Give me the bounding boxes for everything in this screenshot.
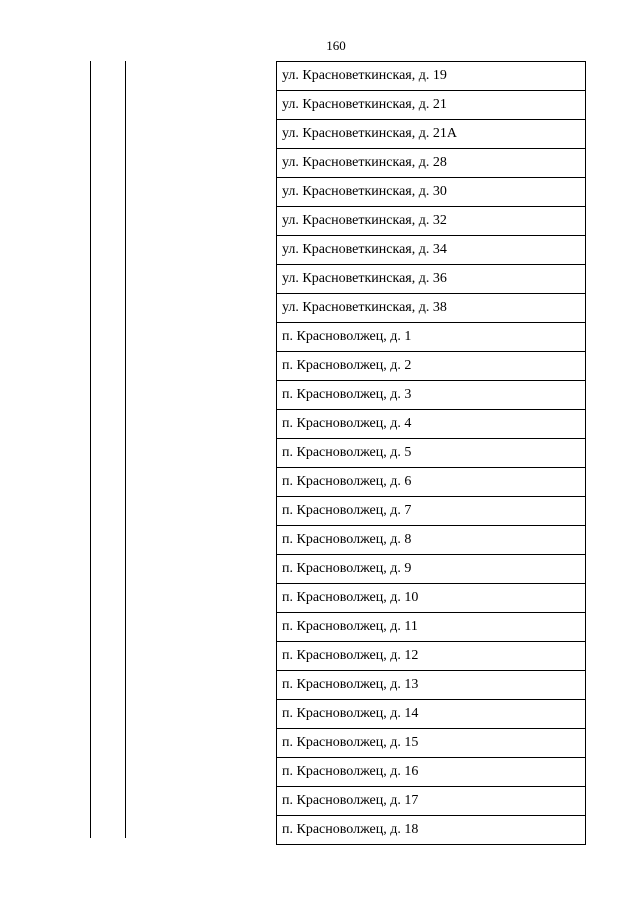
address-cell: п. Красноволжец, д. 16 [277,758,586,787]
table-column-border-left [90,61,91,838]
table-row [277,642,586,671]
table-row [277,62,586,91]
table-row [277,352,586,381]
address-cell: ул. Красноветкинская, д. 32 [277,207,586,236]
table-row [277,584,586,613]
address-cell: п. Красноволжец, д. 12 [277,642,586,671]
address-cell: ул. Красноветкинская, д. 36 [277,265,586,294]
table-row [277,236,586,265]
address-cell: ул. Красноветкинская, д. 38 [277,294,586,323]
table-row [277,787,586,816]
table-column-border-second [125,61,126,838]
address-table-body [277,62,586,845]
table-row [277,91,586,120]
address-cell: п. Красноволжец, д. 1 [277,323,586,352]
address-cell: п. Красноволжец, д. 17 [277,787,586,816]
table-row [277,700,586,729]
address-table [276,61,586,845]
address-cell: п. Красноволжец, д. 3 [277,381,586,410]
address-cell: п. Красноволжец, д. 10 [277,584,586,613]
table-row [277,207,586,236]
table-row [277,439,586,468]
address-cell: п. Красноволжец, д. 18 [277,816,586,845]
table-row [277,381,586,410]
address-cell: ул. Красноветкинская, д. 21 [277,91,586,120]
table-row [277,555,586,584]
table-row [277,323,586,352]
address-cell: ул. Красноветкинская, д. 21А [277,120,586,149]
address-cell: п. Красноволжец, д. 2 [277,352,586,381]
address-cell: п. Красноволжец, д. 11 [277,613,586,642]
address-cell: п. Красноволжец, д. 5 [277,439,586,468]
address-cell: п. Красноволжец, д. 8 [277,526,586,555]
table-row [277,497,586,526]
table-row [277,294,586,323]
address-cell: п. Красноволжец, д. 4 [277,410,586,439]
table-row [277,410,586,439]
page-number: 160 [326,38,346,53]
table-row [277,265,586,294]
table-row [277,729,586,758]
address-cell: ул. Красноветкинская, д. 30 [277,178,586,207]
table-row [277,758,586,787]
address-cell: п. Красноволжец, д. 14 [277,700,586,729]
table-row [277,120,586,149]
address-cell: п. Красноволжец, д. 15 [277,729,586,758]
address-cell: п. Красноволжец, д. 13 [277,671,586,700]
address-cell: ул. Красноветкинская, д. 28 [277,149,586,178]
address-cell: п. Красноволжец, д. 6 [277,468,586,497]
table-row [277,526,586,555]
table-row [277,468,586,497]
table-row [277,149,586,178]
address-cell: п. Красноволжец, д. 7 [277,497,586,526]
address-cell: п. Красноволжец, д. 9 [277,555,586,584]
table-row [277,816,586,845]
table-row [277,613,586,642]
address-cell: ул. Красноветкинская, д. 34 [277,236,586,265]
table-row [277,671,586,700]
table-row [277,178,586,207]
address-cell: ул. Красноветкинская, д. 19 [277,62,586,91]
